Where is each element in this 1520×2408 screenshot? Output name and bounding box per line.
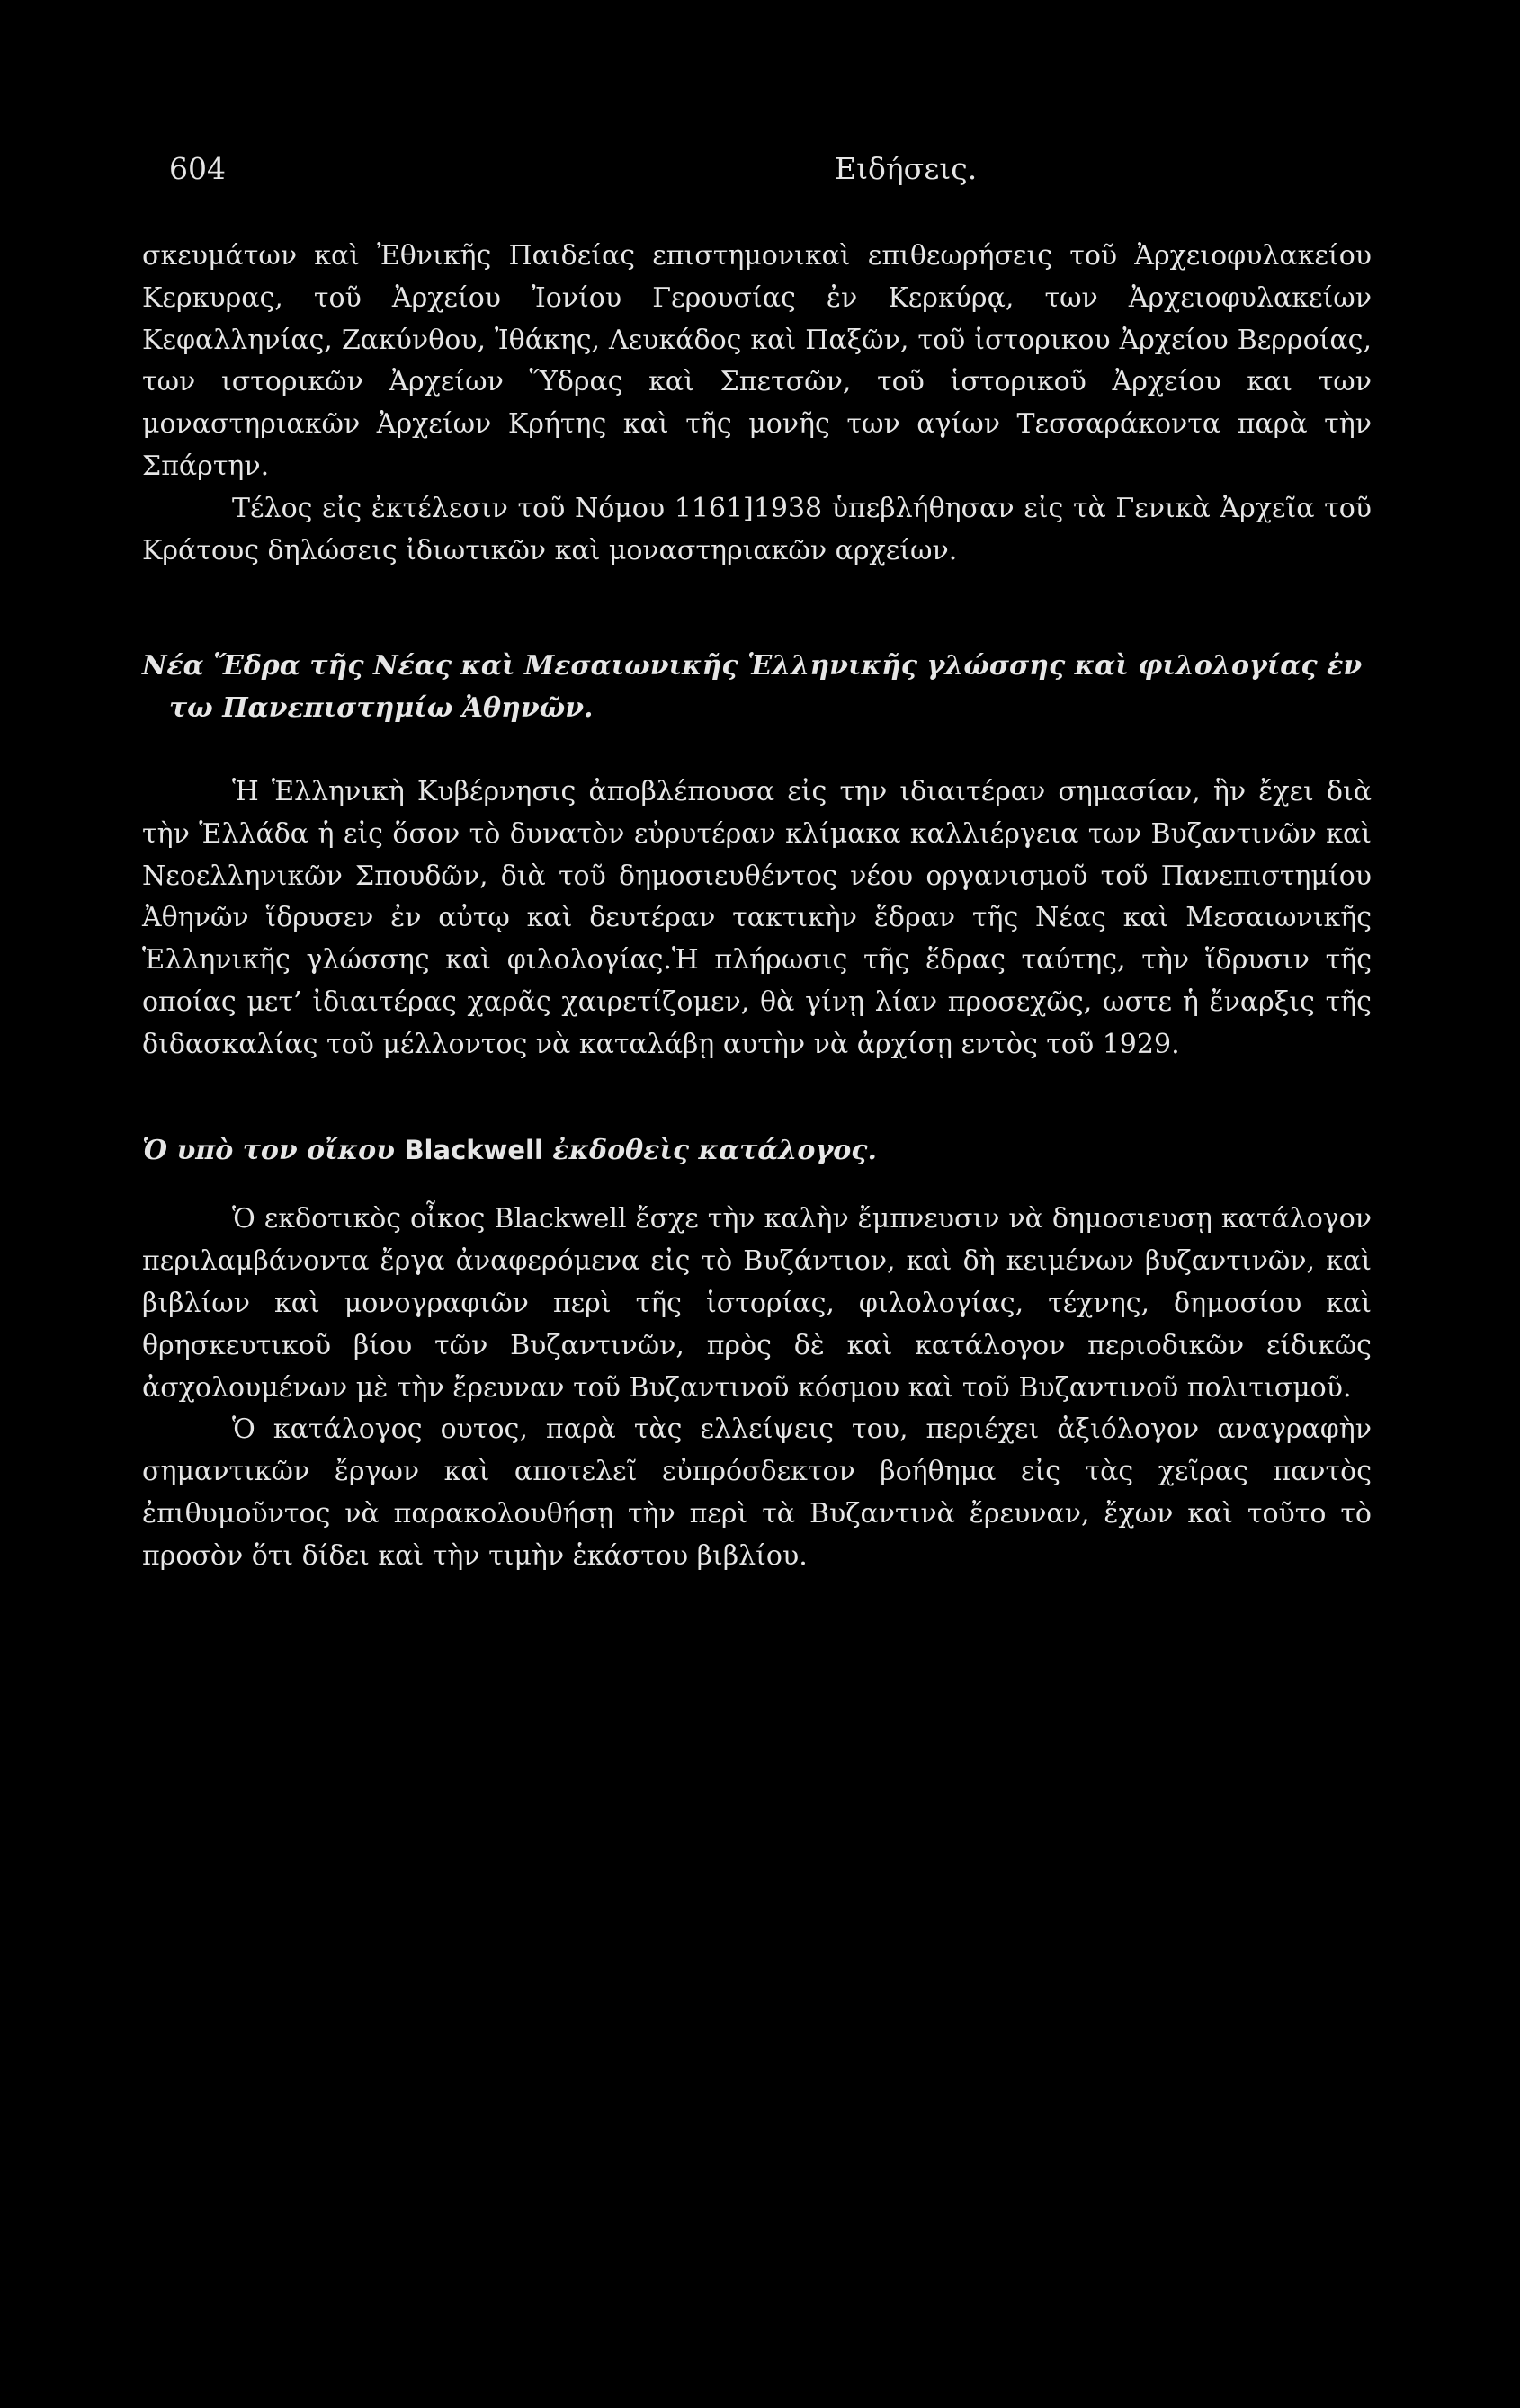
section-body-catalogue: Ὁ εκδοτικὸς οἶκος Blackwell ἔσχε τὴν καλὴν ἔμπνευσιν νὰ δημοσιευσῃ κατάλογον περιλαμβάνοντα ἔργα ἀναφερόμενα εἰς τὸ Βυζάντιον, καὶ δὴ κειμένων βυζαντινῶν, καὶ βιβλίων καὶ μονογραφιῶν περὶ τῆς ἱστορίας, φιλολογίας, τέχνης, δημοσίου καὶ θρησκευτικοῦ βίου τῶν Βυζαντινῶν, πρὸς δὲ καὶ κατάλογον περιοδικῶν είδικῶς ἀσχολουμένων μὲ τὴν ἔρευναν τοῦ Βυζαντινοῦ κόσμου καὶ τοῦ Βυζαντινοῦ πολιτισμοῦ. [142,1203,1372,1404]
page-header [169,151,1383,196]
section-heading-new-chair [142,646,1372,730]
continuation-paragraph-closing: Τέλος εἰς ἐκτέλεσιν τοῦ Νόμου 1161]1938 ὑπεβλήθησαν εἰς τὰ Γενικὰ Ἀρχεῖα τοῦ Κράτους δηλώσεις ἰδιωτικῶν καὶ μοναστηριακῶν αρχείων. [142,492,1372,566]
section-heading-line: τω Πανεπιστημίω Ἀθηνῶν. [169,692,594,725]
section-heading-part: Ὁ υπὸ τον οἴκου [142,1134,405,1166]
section-body-catalogue-review: Ὁ κατάλογος ουτος, παρὰ τὰς ελλείψεις του, περιέχει ἀξιόλογον αναγραφὴν σημαντικῶν ἔργων καὶ αποτελεῖ εὐπρόσδεκτον βοήθημα εἰς τὰς χεῖρας παντὸς ἐπιθυμοῦντος νὰ παρακολουθήσῃ τὴν περὶ τὰ Βυζαντινὰ ἔρευναν, ἔχων καὶ τοῦτο τὸ προσὸν ὅτι δίδει καὶ τὴν τιμὴν ἑκάστου βιβλίου. [142,1414,1372,1572]
section-heading-catalogue [142,1129,1372,1173]
page-content [142,236,1372,1578]
section-body-new-chair: Ἡ Ἑλληνικὴ Κυβέρνησις ἀποβλέπουσα εἰς την ιδιαιτέραν σημασίαν, ἣν ἔχει διὰ τὴν Ἑλλάδα ἡ εἰς ὅσον τὸ δυνατὸν εὐρυτέραν κλίμακα καλλιέργεια των Βυζαντινῶν καὶ Νεοελληνικῶν Σπουδῶν, διὰ τοῦ δημοσιευθέντος νέου οργανισμοῦ τοῦ Πανεπιστημίου Ἀθηνῶν ἵδρυσεν ἐν αὐτῳ καὶ δευτέραν τακτικὴν ἕδραν τῆς Νέας καὶ Μεσαιωνικῆς Ἑλληνικῆς γλώσσης καὶ φιλολογίας.Ἡ πλήρωσις τῆς ἕδρας ταύτης, τὴν ἵδρυσιν τῆς οποίας μετ’ ἰδιαιτέρας χαρᾶς χαιρετίζομεν, θὰ γίνῃ λίαν προσεχῶς, ωστε ἡ ἔναρξις τῆς διδασκαλίας τοῦ μέλλοντος νὰ καταλάβῃ αυτὴν νὰ ἀρχίσῃ εντὸς τοῦ 1929. [142,775,1372,1060]
section-heading-line: Νέα Ἕδρα τῆς Νέας καὶ Μεσαιωνικῆς Ἑλληνικῆς γλώσσης καὶ φιλολογίας ἐν [142,650,1363,682]
publisher-name: Blackwell [404,1134,543,1165]
page-number: 604 [169,151,226,186]
section-heading-part: ἐκδοθεὶς κατάλογος. [542,1134,877,1166]
running-title: Ειδήσεις. [835,151,978,186]
continuation-paragraph: σκευμάτων καὶ Ἐθνικῆς Παιδείας επιστημονικαὶ επιθεωρήσεις τοῦ Ἀρχειοφυλακείου Κερκυρας, τοῦ Ἀρχείου Ἰονίου Γερουσίας ἐν Κερκύρᾳ, των Ἀρχειοφυλακείων Κεφαλληνίας, Ζακύνθου, Ἰθάκης, Λευκάδος καὶ Παξῶν, τοῦ ἱστορικου Ἀρχείου Βερροίας, των ιστορικῶν Ἀρχείων Ὕδρας καὶ Σπετσῶν, τοῦ ἱστορικοῦ Ἀρχείου και των μοναστηριακῶν Ἀρχείων Κρήτης καὶ τῆς μονῆς των αγίων Τεσσαράκοντα παρὰ τὴν Σπάρτην. [142,240,1372,482]
